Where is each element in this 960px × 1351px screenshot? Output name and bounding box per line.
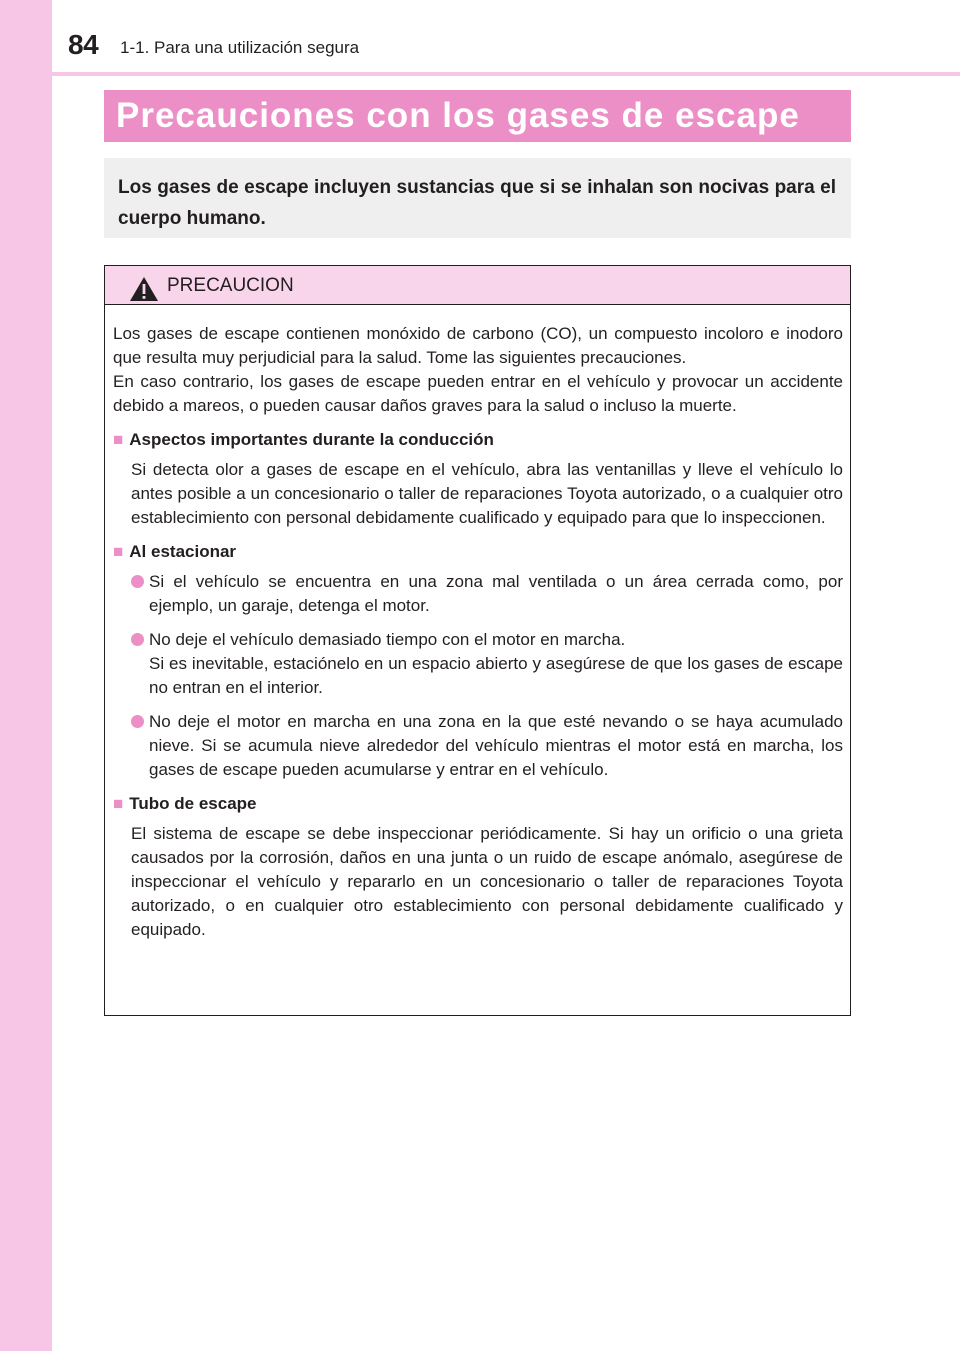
section-heading-text: Al estacionar: [129, 542, 237, 561]
page-title: Precauciones con los gases de escape: [116, 96, 800, 135]
square-bullet-icon: ■: [113, 794, 124, 813]
caution-label: PRECAUCION: [167, 275, 294, 296]
list-item: [113, 570, 843, 618]
section-heading: [113, 540, 843, 564]
header-band: [52, 0, 960, 72]
list-item-text: No deje el vehículo demasiado tiempo con el motor en marcha.: [149, 630, 626, 649]
list-item-text: Si el vehículo se encuentra en una zona mal ventilada o un área cerrada como, por ejemplo, un garaje, detenga el motor.: [149, 572, 843, 615]
caution-body: [113, 322, 843, 952]
section-heading-text: Tubo de escape: [129, 794, 257, 813]
list-item-text: No deje el motor en marcha en una zona en la que esté nevando o se haya acumulado nieve. Si se acumula nieve alrededor del vehículo mientras el motor está en marcha, los gases de escape pueden acumularse y entrar en el vehículo.: [149, 712, 843, 779]
square-bullet-icon: ■: [113, 542, 124, 561]
section-text: Si detecta olor a gases de escape en el vehículo, abra las ventanillas y lleve el vehículo lo antes posible a un concesionario o taller de reparaciones Toyota autorizado, o a cualquier otro establecimiento con personal debidamente cualificado y equipado para que lo inspeccionen.: [131, 460, 843, 527]
page-number: 84: [68, 29, 99, 60]
warning-triangle-icon: [129, 276, 159, 302]
section-heading-text: Aspectos importantes durante la conducción: [129, 430, 494, 449]
circle-bullet-icon: [131, 575, 144, 588]
side-color-band: [0, 0, 52, 1351]
caution-paragraph: Los gases de escape contienen monóxido de carbono (CO), un compuesto incoloro e inodoro que resulta muy perjudicial para la salud. Tome las siguientes precauciones.: [113, 324, 843, 367]
intro-text: Los gases de escape incluyen sustancias que si se inhalan son nocivas para el cuerpo humano.: [118, 177, 836, 229]
header-divider: [0, 72, 960, 76]
title-bar: [104, 90, 851, 142]
section-text: El sistema de escape se debe inspeccionar periódicamente. Si hay un orificio o una grieta causados por la corrosión, daños en una junta o un ruido de escape anómalo, asegúrese de inspeccionar el vehículo y repararlo en un concesionario o taller de reparaciones Toyota autorizado, o en cualquier otro establecimiento con personal debidamente cualificado y equipado.: [131, 824, 843, 939]
circle-bullet-icon: [131, 633, 144, 646]
caution-header: [105, 266, 850, 305]
section-title: 1-1. Para una utilización segura: [120, 38, 360, 57]
caution-paragraph: En caso contrario, los gases de escape pueden entrar en el vehículo y provocar un accidente debido a mareos, o pueden causar daños graves para la salud o incluso la muerte.: [113, 372, 843, 415]
list-item: [113, 628, 843, 700]
list-item-text: Si es inevitable, estaciónelo en un espacio abierto y asegúrese de que los gases de escape no entran en el interior.: [149, 654, 843, 697]
intro-box: [104, 158, 851, 238]
square-bullet-icon: ■: [113, 430, 124, 449]
caution-box: [104, 265, 851, 1016]
circle-bullet-icon: [131, 715, 144, 728]
section-heading: [113, 792, 843, 816]
list-item: [113, 710, 843, 782]
section-heading: [113, 428, 843, 452]
